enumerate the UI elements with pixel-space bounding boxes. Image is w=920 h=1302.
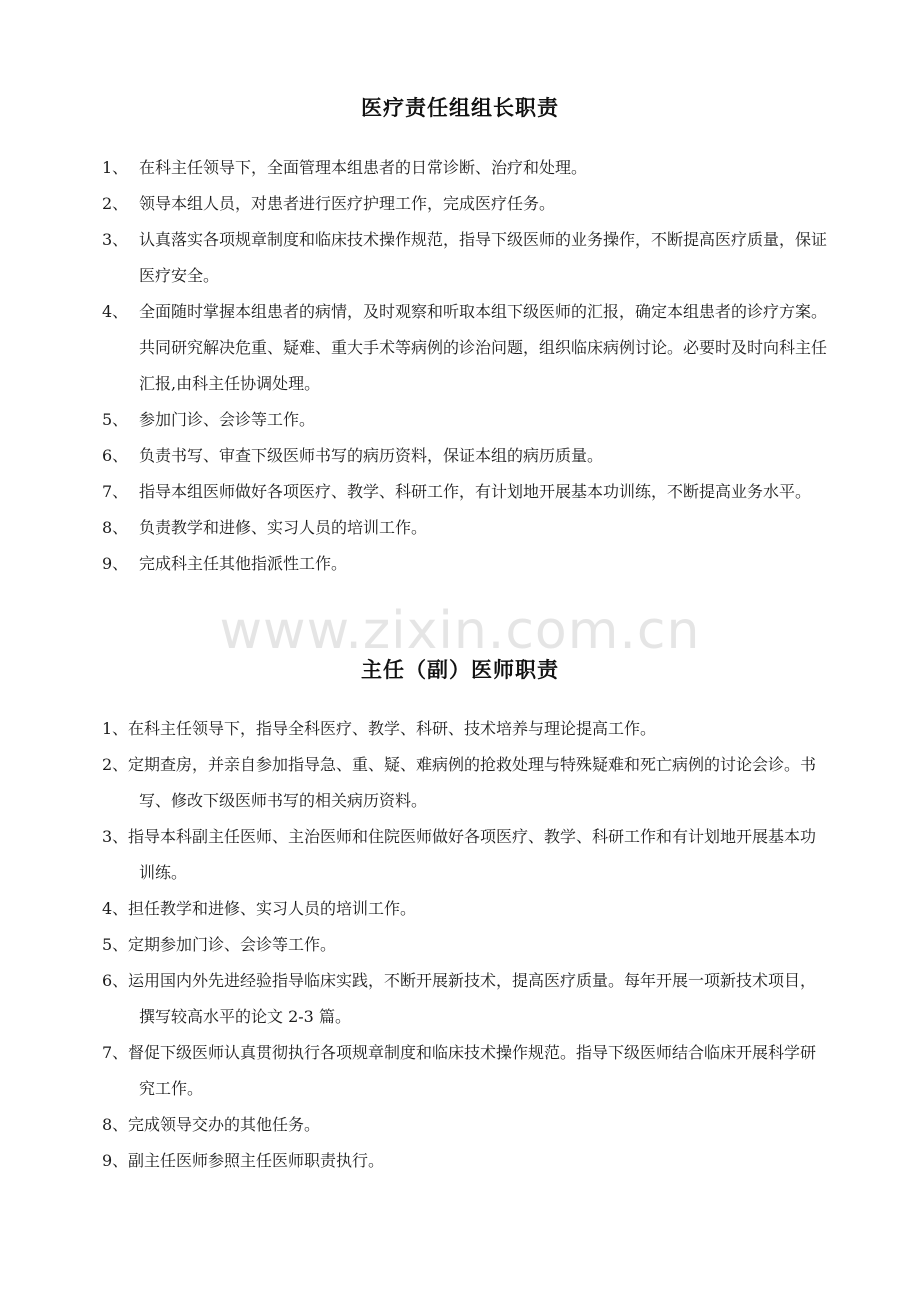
list-item — [0, 546, 920, 582]
item-text: 负责教学和进修、实习人员的培训工作。 — [139, 518, 428, 537]
list-item — [0, 1143, 920, 1179]
list-item — [0, 963, 920, 1035]
item-number: 5、 — [102, 410, 129, 429]
item-number: 8、 — [102, 518, 129, 537]
item-number: 4、 — [102, 899, 129, 918]
item-text: 全面随时掌握本组患者的病情，及时观察和听取本组下级医师的汇报，确定本组患者的诊疗方案。共同研究解决危重、疑难、重大手术等病例的诊治问题，组织临床病例讨论。必要时及时向科主任汇报,由科主任协调处理。 — [139, 302, 828, 393]
item-text: 运用国内外先进经验指导临床实践，不断开展新技术，提高医疗质量。每年开展一项新技术项目，撰写较高水平的论文 2-3 篇。 — [128, 971, 817, 1026]
list-item — [0, 1035, 920, 1107]
item-text: 担任教学和进修、实习人员的培训工作。 — [128, 899, 417, 918]
list-item — [0, 186, 920, 222]
item-number: 9、 — [102, 1151, 129, 1170]
item-text: 完成科主任其他指派性工作。 — [139, 554, 348, 573]
list-item — [0, 927, 920, 963]
item-number: 9、 — [102, 554, 129, 573]
item-number: 6、 — [102, 971, 129, 990]
item-text: 参加门诊、会诊等工作。 — [139, 410, 316, 429]
section2-title: 主任（副）医师职责 — [361, 658, 559, 682]
list-item — [0, 402, 920, 438]
list-item — [0, 1107, 920, 1143]
list-item — [0, 294, 920, 402]
item-number: 5、 — [102, 935, 129, 954]
item-number: 2、 — [102, 194, 129, 213]
item-text: 认真落实各项规章制度和临床技术操作规范，指导下级医师的业务操作，不断提高医疗质量，保证医疗安全。 — [139, 230, 828, 285]
section1-title: 医疗责任组组长职责 — [361, 96, 559, 120]
item-number: 3、 — [102, 230, 129, 249]
list-item — [0, 711, 920, 747]
item-number: 2、 — [102, 755, 129, 774]
section1-list — [0, 150, 920, 582]
list-item — [0, 474, 920, 510]
item-number: 4、 — [102, 302, 129, 321]
item-number: 8、 — [102, 1115, 129, 1134]
item-number: 1、 — [102, 719, 129, 738]
list-item — [0, 222, 920, 294]
item-text: 负责书写、审查下级医师书写的病历资料，保证本组的病历质量。 — [139, 446, 604, 465]
item-number: 7、 — [102, 1043, 129, 1062]
list-item — [0, 747, 920, 819]
item-text: 领导本组人员，对患者进行医疗护理工作，完成医疗任务。 — [139, 194, 556, 213]
item-text: 指导本组医师做好各项医疗、教学、科研工作，有计划地开展基本功训练，不断提高业务水平。 — [139, 482, 812, 501]
item-text: 督促下级医师认真贯彻执行各项规章制度和临床技术操作规范。指导下级医师结合临床开展科学研究工作。 — [128, 1043, 817, 1098]
section2-list — [0, 711, 920, 1179]
item-text: 在科主任领导下，全面管理本组患者的日常诊断、治疗和处理。 — [139, 158, 588, 177]
watermark: www.zixin.com.cn — [219, 601, 701, 661]
item-text: 在科主任领导下，指导全科医疗、教学、科研、技术培养与理论提高工作。 — [128, 719, 657, 738]
item-text: 定期参加门诊、会诊等工作。 — [128, 935, 337, 954]
list-item — [0, 891, 920, 927]
item-number: 7、 — [102, 482, 129, 501]
item-text: 完成领导交办的其他任务。 — [128, 1115, 321, 1134]
list-item — [0, 438, 920, 474]
item-number: 3、 — [102, 827, 129, 846]
item-text: 副主任医师参照主任医师职责执行。 — [128, 1151, 385, 1170]
list-item — [0, 510, 920, 546]
item-number: 1、 — [102, 158, 129, 177]
item-text: 定期查房，并亲自参加指导急、重、疑、难病例的抢救处理与特殊疑难和死亡病例的讨论会诊。书写、修改下级医师书写的相关病历资料。 — [128, 755, 817, 810]
list-item — [0, 150, 920, 186]
item-number: 6、 — [102, 446, 129, 465]
list-item — [0, 819, 920, 891]
item-text: 指导本科副主任医师、主治医师和住院医师做好各项医疗、教学、科研工作和有计划地开展基本功训练。 — [128, 827, 817, 882]
